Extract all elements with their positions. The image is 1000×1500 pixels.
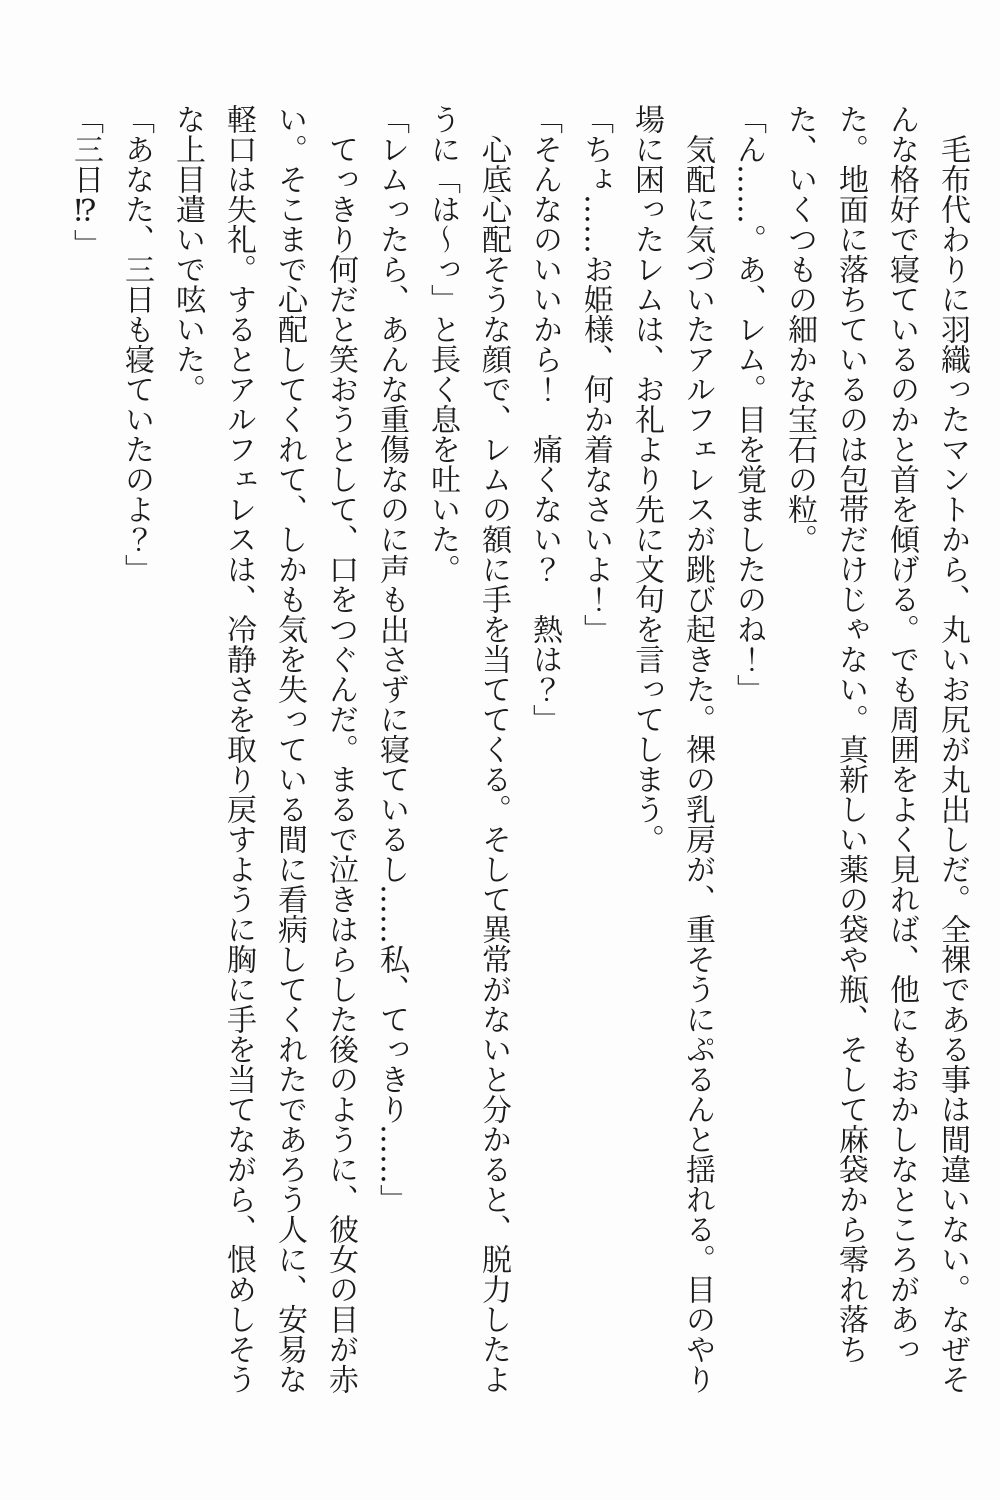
paragraph-dialogue-4: 「レムったら、あんな重傷なのに声も出さずに寝ているし……私、てっきり……」 bbox=[374, 104, 409, 1214]
paragraph-dialogue-3: 「そんなのいいから！ 痛くない？ 熱は？」 bbox=[527, 104, 562, 734]
paragraph-dialogue-6: 「三日⁉」 bbox=[68, 104, 103, 259]
paragraph-narration-4: てっきり何だと笑おうとして、口をつぐんだ。まるで泣きはらした後のように、彼女の目が赤い。そこまで心配してくれて、しかも気を失っている間に看病してくれたであろう人に、安易な軽口は失礼。するとアルフェレスは、冷静さを取り戻すように胸に手を当てながら、恨めしそうな上目遣いで呟いた。 bbox=[170, 104, 358, 1394]
paragraph-narration-3: 心底心配そうな顔で、レムの額に手を当ててくる。そして異常がないと分かると、脱力したように「は〜っ」と長く息を吐いた。 bbox=[425, 104, 511, 1394]
paragraph-dialogue-5: 「あなた、三日も寝ていたのよ？」 bbox=[119, 104, 154, 584]
paragraph-narration-2: 気配に気づいたアルフェレスが跳び起きた。裸の乳房が、重そうにぷるんと揺れる。目のやり場に困ったレムは、お礼より先に文句を言ってしまう。 bbox=[629, 104, 715, 1394]
paragraph-narration-1: 毛布代わりに羽織ったマントから、丸いお尻が丸出しだ。全裸である事は間違いない。なぜそんな格好で寝ているのかと首を傾げる。でも周囲をよく見れば、他にもおかしなところがあった。地面に落ちているのは包帯だけじゃない。真新しい薬の袋や瓶、そして麻袋から零れ落ちた、いくつもの細かな宝石の粒。 bbox=[782, 104, 970, 1394]
vertical-text-block bbox=[60, 104, 978, 1396]
paragraph-dialogue-1: 「ん……。あ、レム。目を覚ましたのね！」 bbox=[731, 104, 766, 704]
paragraph-dialogue-2: 「ちょ……お姫様、何か着なさいよ！」 bbox=[578, 104, 613, 644]
